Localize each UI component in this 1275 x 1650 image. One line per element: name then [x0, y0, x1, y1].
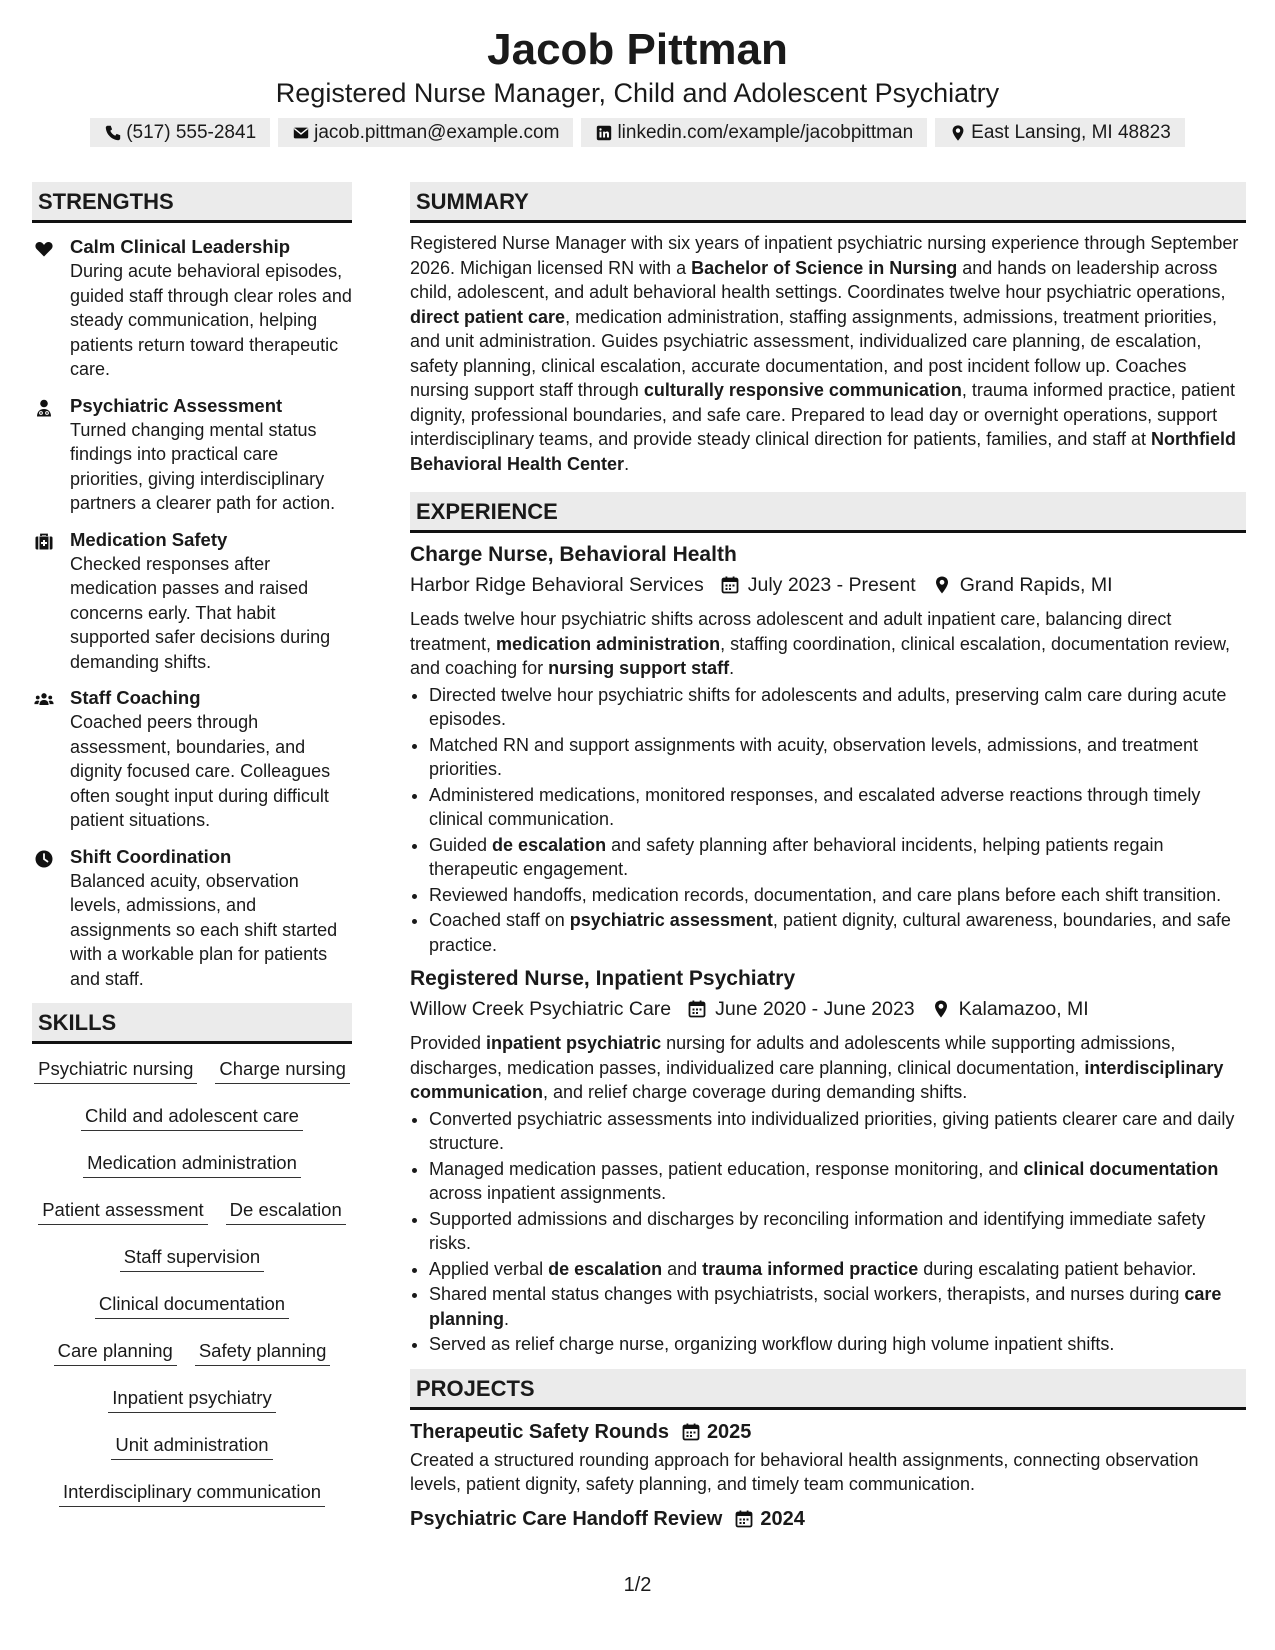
strength-item	[32, 394, 352, 516]
phone-icon	[104, 124, 122, 142]
page-number: 1/2	[623, 1574, 652, 1596]
experience-heading: EXPERIENCE	[410, 492, 1246, 533]
job-description: Leads twelve hour psychiatric shifts across adolescent and adult inpatient care, balancing direct treatment, medication administration, staffing coordination, clinical escalation, documentation review, and coaching for nursing support staff.	[410, 609, 1231, 678]
job-location: Kalamazoo, MI	[958, 998, 1089, 1020]
bullet-item: • Supported admissions and discharges by reconciling information and identifying immediate safety risks.	[429, 1207, 1246, 1256]
job-entry	[410, 965, 1246, 1357]
job-title: Charge Nurse, Behavioral Health	[410, 543, 737, 566]
strength-text: Balanced acuity, observation levels, admissions, and assignments so each shift started with a workable plan for patients and staff.	[70, 870, 338, 989]
clock-icon	[34, 849, 54, 869]
skill-tag: Patient assessment	[38, 1199, 207, 1225]
strength-text: Checked responses after medication passes and raised concerns early. That habit supported safer decisions during demanding shifts.	[70, 553, 331, 672]
strength-title: Staff Coaching	[70, 687, 201, 708]
strength-title: Medication Safety	[70, 528, 228, 550]
job-dates: July 2023 - Present	[747, 574, 916, 596]
project-title-row	[410, 1418, 1246, 1446]
calendar-icon	[720, 575, 740, 595]
strengths-heading: STRENGTHS	[32, 182, 352, 223]
bullet-item: • Served as relief charge nurse, organizing workflow during high volume inpatient shifts.	[429, 1332, 1246, 1357]
strength-title: Calm Clinical Leadership	[70, 236, 291, 257]
bullet-item: • Coached staff on psychiatric assessment, patient dignity, cultural awareness, boundaries, and safe practice.	[429, 908, 1246, 957]
strength-text: During acute behavioral episodes, guided staff through clear roles and steady communication, helping patients return toward therapeutic care.	[70, 261, 352, 379]
contact-location	[935, 118, 1185, 147]
project-title-row	[410, 1505, 1246, 1533]
project-entry	[410, 1418, 1246, 1497]
skill-tag: Staff supervision	[120, 1246, 264, 1272]
strength-title: Shift Coordination	[70, 845, 232, 867]
resume-header	[0, 0, 1275, 147]
contact-email[interactable]	[278, 118, 573, 147]
bullet-item: • Reviewed handoffs, medication records, documentation, and care plans before each shift transition.	[429, 883, 1246, 908]
bullet-item: • Managed medication passes, patient education, response monitoring, and clinical documentation across inpatient assignments.	[429, 1157, 1246, 1206]
job-entry	[410, 541, 1246, 957]
skills-heading: SKILLS	[32, 1003, 352, 1044]
bullet-item: • Directed twelve hour psychiatric shifts for adolescents and adults, preserving calm care during acute episodes.	[429, 683, 1246, 732]
contact-email-text: jacob.pittman@example.com	[314, 122, 560, 143]
doctor-icon	[34, 398, 54, 418]
project-year: 2024	[760, 1507, 805, 1530]
bullet-item: • Applied verbal de escalation and trauma informed practice during escalating patient behavior.	[429, 1257, 1246, 1282]
job-meta	[410, 995, 1246, 1023]
contact-phone-text: (517) 555-2841	[126, 122, 257, 143]
skill-tag: Safety planning	[195, 1340, 331, 1366]
skill-tag: Child and adolescent care	[81, 1105, 303, 1131]
calendar-icon	[687, 999, 707, 1019]
left-column	[32, 182, 352, 1507]
map-pin-icon	[932, 575, 952, 595]
skill-tag: De escalation	[226, 1199, 346, 1225]
job-bullets	[410, 1107, 1246, 1357]
job-location: Grand Rapids, MI	[959, 574, 1113, 596]
strength-text: Coached peers through assessment, boundaries, and dignity focused care. Colleagues often sought input during difficult patient situations.	[70, 712, 331, 830]
contact-phone[interactable]	[90, 118, 270, 147]
job-title: Registered Nurse, Inpatient Psychiatry	[410, 967, 796, 990]
summary-text: Registered Nurse Manager with six years of inpatient psychiatric nursing experience through September 2026. Michigan licensed RN with a Bachelor of Science in Nursing and hands on leadership across child, adolescent, and adult behavioral health settings. Coordinates twelve hour psychiatric operations, direct patient care, medication administration, staffing assignments, admissions, treatment priorities, and unit administration. Guides psychiatric assessment, individualized care planning, de escalation, safety planning, clinical escalation, accurate documentation, and post incident follow up. Coaches nursing support staff through culturally responsive communication, trauma informed practice, patient dignity, professional boundaries, and safe care. Prepared to lead day or overnight operations, support interdisciplinary teams, and provide steady clinical direction for patients, families, and staff at Northfield Behavioral Health Center.	[410, 233, 1239, 474]
bullet-item: • Guided de escalation and safety planning after behavioral incidents, helping patients regain therapeutic engagement.	[429, 833, 1246, 882]
strength-text: Turned changing mental status findings into practical care priorities, giving interdisciplinary partners a clearer path for action.	[70, 419, 336, 513]
skill-tag: Care planning	[54, 1340, 177, 1366]
calendar-icon	[681, 1422, 701, 1442]
job-description: Provided inpatient psychiatric nursing for adults and adolescents while supporting admissions, discharges, medication passes, individualized care planning, clinical documentation, interdisciplinary communication, and relief charge coverage during demanding shifts.	[410, 1033, 1224, 1102]
medkit-icon	[34, 532, 54, 552]
strength-title: Psychiatric Assessment	[70, 394, 283, 416]
map-pin-icon	[931, 999, 951, 1019]
bullet-item: • Shared mental status changes with psychiatrists, social workers, therapists, and nurses during care planning.	[429, 1282, 1246, 1331]
users-icon	[34, 690, 54, 710]
job-dates: June 2020 - June 2023	[715, 998, 915, 1020]
heart-icon	[34, 239, 54, 259]
strength-item	[32, 528, 352, 675]
candidate-title: Registered Nurse Manager, Child and Adolescent Psychiatry	[275, 78, 1000, 108]
project-title: Therapeutic Safety Rounds	[410, 1420, 669, 1443]
strengths-list	[32, 235, 352, 991]
skill-tag: Clinical documentation	[95, 1293, 289, 1319]
projects-heading: PROJECTS	[410, 1369, 1246, 1410]
job-bullets	[410, 683, 1246, 958]
project-title: Psychiatric Care Handoff Review	[410, 1507, 723, 1530]
project-description: Created a structured rounding approach for behavioral health assignments, connecting observation levels, patient dignity, safety planning, and timely team communication.	[410, 1449, 1199, 1494]
envelope-icon	[292, 124, 310, 142]
contact-location-text: East Lansing, MI 48823	[971, 122, 1171, 143]
skill-tag: Psychiatric nursing	[34, 1058, 197, 1084]
project-entry	[410, 1505, 1246, 1533]
skill-tag: Inpatient psychiatry	[108, 1387, 275, 1413]
skill-tag: Charge nursing	[215, 1058, 350, 1084]
bullet-item: • Matched RN and support assignments with acuity, observation levels, admissions, and treatment priorities.	[429, 733, 1246, 782]
map-pin-icon	[949, 124, 967, 142]
job-company: Harbor Ridge Behavioral Services	[410, 574, 704, 596]
summary-heading: SUMMARY	[410, 182, 1246, 223]
contact-linkedin[interactable]	[581, 118, 927, 147]
right-column	[410, 182, 1246, 1533]
bullet-item: • Converted psychiatric assessments into individualized priorities, giving patients clearer care and daily structure.	[429, 1107, 1246, 1156]
strength-item	[32, 845, 352, 992]
linkedin-icon	[595, 124, 613, 142]
contact-linkedin-text: linkedin.com/example/jacobpittman	[617, 122, 914, 143]
strength-item	[32, 686, 352, 833]
contact-bar	[0, 118, 1275, 147]
skill-tag: Interdisciplinary communication	[59, 1481, 325, 1507]
skill-tag: Unit administration	[111, 1434, 272, 1460]
skill-tag: Medication administration	[83, 1152, 301, 1178]
strength-item	[32, 235, 352, 382]
candidate-name: Jacob Pittman	[487, 25, 788, 74]
project-year: 2025	[706, 1420, 752, 1443]
skills-list	[32, 1058, 352, 1507]
job-meta	[410, 571, 1246, 599]
bullet-item: • Administered medications, monitored responses, and escalated adverse reactions through timely clinical communication.	[429, 783, 1246, 832]
calendar-icon	[734, 1509, 754, 1529]
job-company: Willow Creek Psychiatric Care	[410, 998, 672, 1020]
